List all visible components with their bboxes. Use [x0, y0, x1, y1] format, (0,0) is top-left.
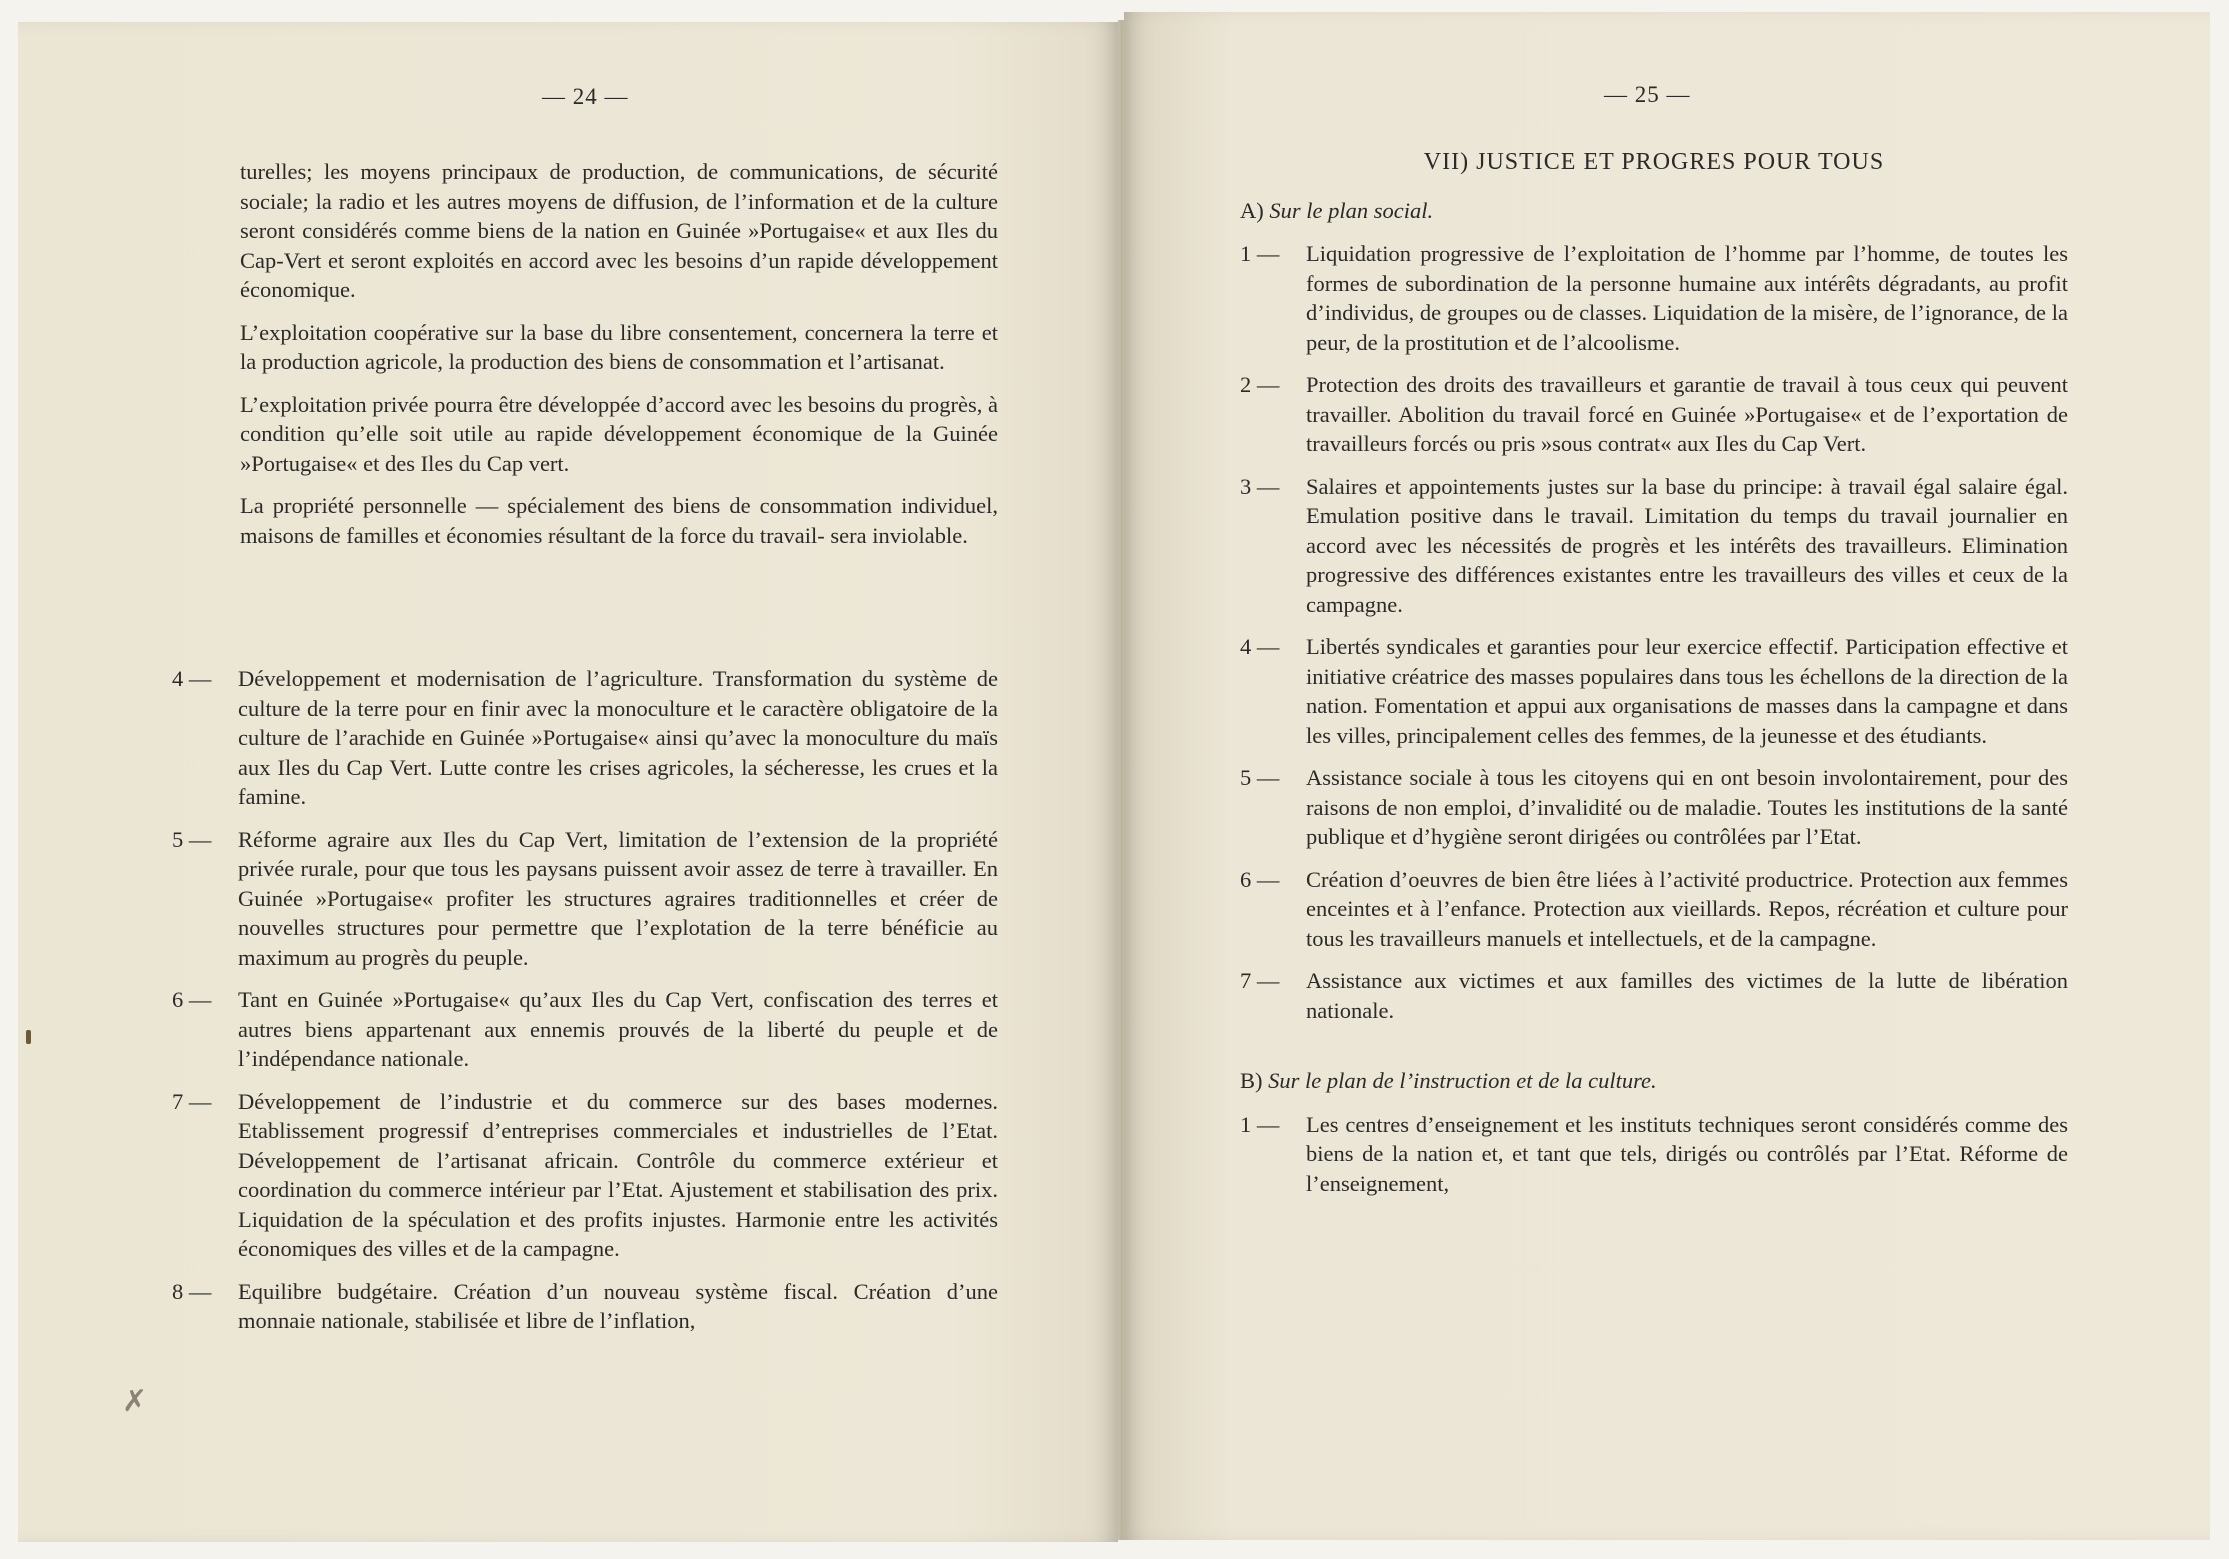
item-number: 5 — [1240, 765, 1280, 790]
subsection-letter: B) [1240, 1068, 1263, 1093]
list-item [1240, 370, 2068, 459]
list-item [172, 825, 998, 973]
list-item [1240, 632, 2068, 750]
item-text: Libertés syndicales et garanties pour leur exercice effectif. Participation effective et initiative créatrice des masses populaires dans tous les échellons de la direction de la nation. Fomentation et appui aux organisations de masses dans la campagne et dans les villes, principalement celles des femmes, de la jeunesse et des étudiants. [1306, 634, 2068, 748]
left-text-block [240, 157, 998, 563]
item-number: 7 — [1240, 968, 1280, 993]
paragraph: L’exploitation privée pourra être développée d’accord avec les besoins du progrès, à condition qu’elle soit utile au rapide développement économique de la Guinée »Portugaise« et des Iles du Cap vert. [240, 391, 998, 476]
subsection-letter: A) [1240, 197, 1264, 223]
item-number: 2 — [1240, 372, 1280, 397]
section-heading: VII) JUSTICE ET PROGRES POUR TOUS [1423, 149, 1885, 175]
paragraph: turelles; les moyens principaux de production, de communications, de sécurité sociale; la radio et les autres moyens de diffusion, de l’information et de la culture seront considérés comme biens de la nation en Guinée »Portugaise« et aux Iles du Cap-Vert et seront exploités en accord avec les besoins d’un rapide développement économique. [240, 159, 998, 302]
list-item [1240, 239, 2068, 357]
item-number: 1 — [1240, 241, 1280, 266]
list-item [172, 664, 998, 812]
item-text: Assistance sociale à tous les citoyens qui en ont besoin involontairement, pour des raisons de non emploi, d’invalidité ou de maladie. Toutes les institutions de la santé publique et d’hygiène seront dirigées ou contrôlées par l’Etat. [1306, 765, 2068, 849]
margin-cross-mark: ✗ [122, 1385, 148, 1418]
item-text: Protection des droits des travailleurs et garantie de travail à tous ceux qui peuvent travailler. Abolition du travail forcé en Guinée »Portugaise« et de l’exportation de travailleurs forcés ou pris »sous contrat« aux Iles du Cap Vert. [1306, 372, 2068, 456]
subsection-title: Sur le plan de l’instruction et de la culture. [1268, 1068, 1657, 1093]
page-edge-mark [26, 1030, 31, 1044]
list-item [172, 1087, 998, 1264]
item-text: Développement de l’industrie et du commerce sur des bases modernes. Etablissement progressif d’entreprises commerciales et industrielles de l’Etat. Développement de l’artisanat africain. Contrôle du commerce extérieur et coordination du commerce intérieur par l’Etat. Ajustement et stabilisation des prix. Liquidation de la spéculation et des profits injustes. Harmonie entre les activités économiques des villes et de la campagne. [238, 1088, 998, 1261]
list-item [1240, 966, 2068, 1025]
item-text: Tant en Guinée »Portugaise« qu’aux Iles du Cap Vert, confiscation des terres et autres biens appartenant aux ennemis prouvés de la liberté du peuple et de l’indépendance nationale. [238, 987, 998, 1071]
item-text: Développement et modernisation de l’agriculture. Transformation du système de culture de la terre pour en finir avec la monoculture et le caractère obligatoire de la culture de l’arachide en Guinée »Portugaise« ainsi qu’avec la monoculture du maïs aux Iles du Cap Vert. Lutte contre les crises agricoles, la sécheresse, les crues et la famine. [238, 666, 998, 809]
item-number: 6 — [1240, 866, 1280, 892]
item-text: Les centres d’enseignement et les instituts techniques seront considérés comme des biens de la nation et, et tant que tels, dirigés ou contrôlés par l’Etat. Réforme de l’enseignement, [1306, 1111, 2068, 1196]
item-text: Réforme agraire aux Iles du Cap Vert, limitation de l’extension de la propriété privée rurale, pour que tous les paysans puissent avoir assez de terre à travailler. En Guinée »Portugaise« profiter les structures agraires traditionnelles et créer de nouvelles structures pour permettre que l’explotation de la terre bénéficie au maximum au progrès du peuple. [238, 826, 998, 970]
item-text: Equilibre budgétaire. Création d’un nouveau système fiscal. Création d’une monnaie nationale, stabilisée et libre de l’inflation, [238, 1278, 998, 1333]
list-item [1240, 763, 2068, 852]
subsection-title: Sur le plan social. [1269, 197, 1434, 223]
left-page-number: — 24 — [542, 84, 629, 109]
right-text-block [1240, 148, 2068, 1211]
item-number: 6 — [172, 987, 212, 1012]
subsection-heading-a [1240, 196, 2068, 226]
item-text: Liquidation progressive de l’exploitation de l’homme par l’homme, de toutes les formes de subordination de la personne humaine aux intérêts dégradants, au profit d’individus, de groupes ou de classes. Liquidation de la misère, de l’ignorance, de la peur, de la prostitution et de l’alcoolisme. [1306, 241, 2068, 355]
item-number: 8 — [172, 1278, 212, 1304]
item-text: Création d’oeuvres de bien être liées à l’activité productrice. Protection aux femmes enceintes et à l’enfance. Protection aux vieillards. Repos, récréation et culture pour tous les travailleurs manuels et intellectuels, et de la campagne. [1306, 866, 2068, 951]
item-number: 4 — [1240, 634, 1280, 659]
item-number: 4 — [172, 666, 212, 691]
list-item [1240, 1110, 2068, 1199]
item-number: 3 — [1240, 473, 1280, 499]
item-number: 7 — [172, 1088, 212, 1114]
left-items-block [172, 664, 998, 1349]
list-item [1240, 472, 2068, 620]
item-text: Assistance aux victimes et aux familles des victimes de la lutte de libération nationale. [1306, 968, 2068, 1023]
paragraph: La propriété personnelle — spécialement des biens de consommation individuel, maisons de familles et économies résultant de la force du travail- sera inviolable. [240, 493, 998, 548]
list-item [172, 1277, 998, 1336]
list-item [172, 985, 998, 1074]
item-number: 1 — [1240, 1111, 1280, 1137]
subsection-heading-b [1240, 1066, 2068, 1096]
paragraph: L’exploitation coopérative sur la base du libre consentement, concernera la terre et la production agricole, la production des biens de consommation et l’artisanat. [240, 319, 998, 374]
section-gap [1240, 1038, 2068, 1066]
item-text: Salaires et appointements justes sur la base du principe: à travail égal salaire égal. Emulation positive dans le travail. Limitation du temps du travail journalier en accord avec les nécessités de progrès et les intérêts des travailleurs. Elimination progressive des différences existantes entre les travailleurs des villes et ceux de la campagne. [1306, 473, 2068, 617]
list-item [1240, 865, 2068, 954]
right-page-number: — 25 — [1604, 82, 1691, 107]
item-number: 5 — [172, 826, 212, 852]
